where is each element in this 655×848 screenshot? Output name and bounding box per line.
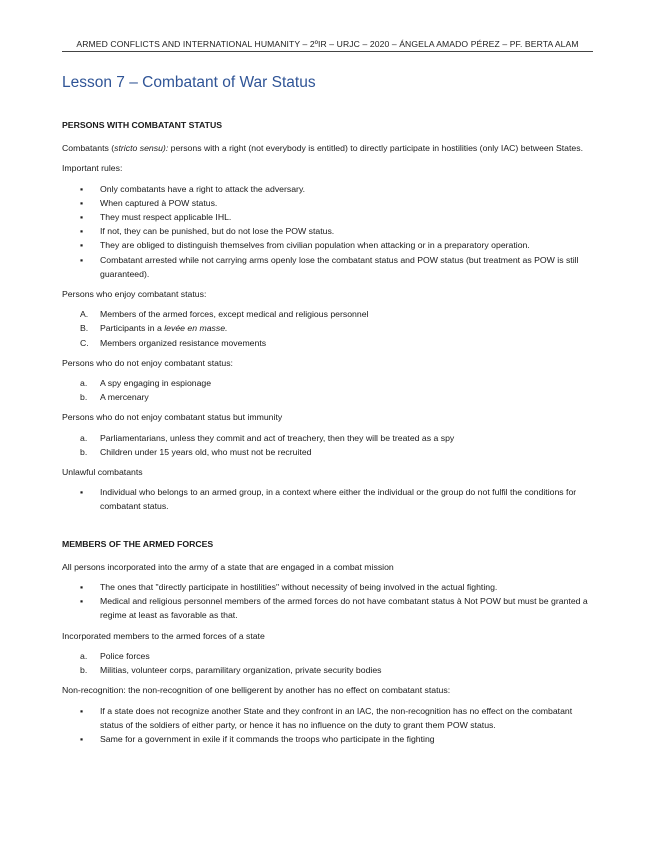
list-item: ▪ They must respect applicable IHL. xyxy=(62,210,592,224)
combatants-definition xyxy=(62,141,592,155)
unlawful-list xyxy=(62,485,592,513)
immunity-label: Persons who do not enjoy combatant status but immunity xyxy=(62,412,283,423)
rules-label: Important rules: xyxy=(62,163,123,174)
bullet-icon: ▪ xyxy=(80,183,84,194)
bullet-icon: ▪ xyxy=(80,197,84,208)
lesson-title: Lesson 7 – Combatant of War Status xyxy=(62,74,316,91)
not-enjoy-label: Persons who do not enjoy combatant status: xyxy=(62,357,233,368)
list-marker: b. xyxy=(80,392,88,403)
armed-forces-bullets xyxy=(62,580,592,623)
unlawful-label: Unlawful combatants xyxy=(62,467,143,478)
bullet-icon: ▪ xyxy=(80,705,84,716)
non-recognition-list xyxy=(62,704,592,747)
list-item: ▪ They are obliged to distinguish themselves from civilian population when attacking or in a preparatory operation. xyxy=(62,238,592,252)
bullet-icon: ▪ xyxy=(80,226,84,237)
immunity-list xyxy=(62,431,592,459)
list-item: ▪ Only combatants have a right to attack the adversary. xyxy=(62,182,592,196)
list-marker: a. xyxy=(80,432,88,443)
list-item: b. Militias, volunteer corps, paramilitary organization, private security bodies xyxy=(62,663,592,677)
list-item: ▪ If a state does not recognize another State and they confront in an IAC, the non-recognition has no effect on the combatant status of the soldiers of either party, or hence it has no influence on the duty to grant them POW status. xyxy=(80,705,573,730)
list-item: ▪ Same for a government in exile if it commands the troops who participate in the fighting xyxy=(62,732,592,746)
list-item: A. Members of the armed forces, except medical and religious personnel xyxy=(62,307,592,321)
bullet-icon: ▪ xyxy=(80,240,84,251)
list-item: C. Members organized resistance movements xyxy=(62,336,592,350)
incorporated-label: Incorporated members to the armed forces of a state xyxy=(62,630,265,641)
bullet-icon: ▪ xyxy=(80,487,84,498)
list-marker: b. xyxy=(80,446,88,457)
bullet-icon: ▪ xyxy=(80,733,84,744)
bullet-icon: ▪ xyxy=(80,582,84,593)
section-heading-combatant-status: PERSONS WITH COMBATANT STATUS xyxy=(62,120,223,130)
list-item: a. Parliamentarians, unless they commit and act of treachery, then they will be treated as a spy xyxy=(62,431,592,445)
armed-forces-intro: All persons incorporated into the army of a state that are engaged in a combat mission xyxy=(62,561,394,572)
header-rule xyxy=(62,51,593,52)
definition-text-b: persons with a right (not everybody is entitled) to directly participate in hostilities (only IAC) between States. xyxy=(168,143,584,154)
definition-text-a: Combatants ( xyxy=(62,143,115,154)
document-body xyxy=(62,118,592,752)
list-marker: A. xyxy=(80,309,89,320)
list-item: ▪ Individual who belongs to an armed group, in a context where either the individual or the group do not fulfil the conditions for combatant status. xyxy=(80,487,577,512)
list-marker: b. xyxy=(80,665,88,676)
enjoy-label: Persons who enjoy combatant status: xyxy=(62,289,207,300)
list-item: a. Police forces xyxy=(62,649,592,663)
enjoy-list xyxy=(62,307,592,350)
list-marker: a. xyxy=(80,378,88,389)
list-marker: B. xyxy=(80,323,89,334)
list-marker: C. xyxy=(80,337,89,348)
definition-emphasis: stricto sensu): xyxy=(114,143,169,154)
list-item: ▪ When captured à POW status. xyxy=(62,196,592,210)
list-item: a. A spy engaging in espionage xyxy=(62,376,592,390)
list-item: ▪ If not, they can be punished, but do not lose the POW status. xyxy=(62,224,592,238)
list-item: ▪ Combatant arrested while not carrying arms openly lose the combatant status and POW status (but treatment as POW is still guaranteed). xyxy=(80,254,579,279)
bullet-icon: ▪ xyxy=(80,212,84,223)
not-enjoy-list xyxy=(62,376,592,404)
incorporated-list xyxy=(62,649,592,677)
rules-list xyxy=(62,182,592,281)
running-header: ARMED CONFLICTS AND INTERNATIONAL HUMANITY – 2ºIR – URJC – 2020 – ÁNGELA AMADO PÉREZ – PF. BERTA ALAM xyxy=(76,39,579,49)
list-item: B. Participants in a levée en masse. xyxy=(62,321,592,335)
list-marker: a. xyxy=(80,650,88,661)
bullet-icon: ▪ xyxy=(80,254,84,265)
section-heading-armed-forces: MEMBERS OF THE ARMED FORCES xyxy=(62,538,214,549)
list-item: ▪ Medical and religious personnel members of the armed forces do not have combatant status à Not POW but must be granted a regime at least as favorable as that. xyxy=(80,596,588,621)
list-item: b. Children under 15 years old, who must not be recruited xyxy=(62,445,592,459)
bullet-icon: ▪ xyxy=(80,596,84,607)
list-item: ▪ The ones that "directly participate in hostilities" without necessity of being involved in the actual fighting. xyxy=(62,580,592,594)
list-item: b. A mercenary xyxy=(62,390,592,404)
non-recognition-label: Non-recognition: the non-recognition of one belligerent by another has no effect on combatant status: xyxy=(62,685,451,696)
section-spacer xyxy=(62,520,592,537)
